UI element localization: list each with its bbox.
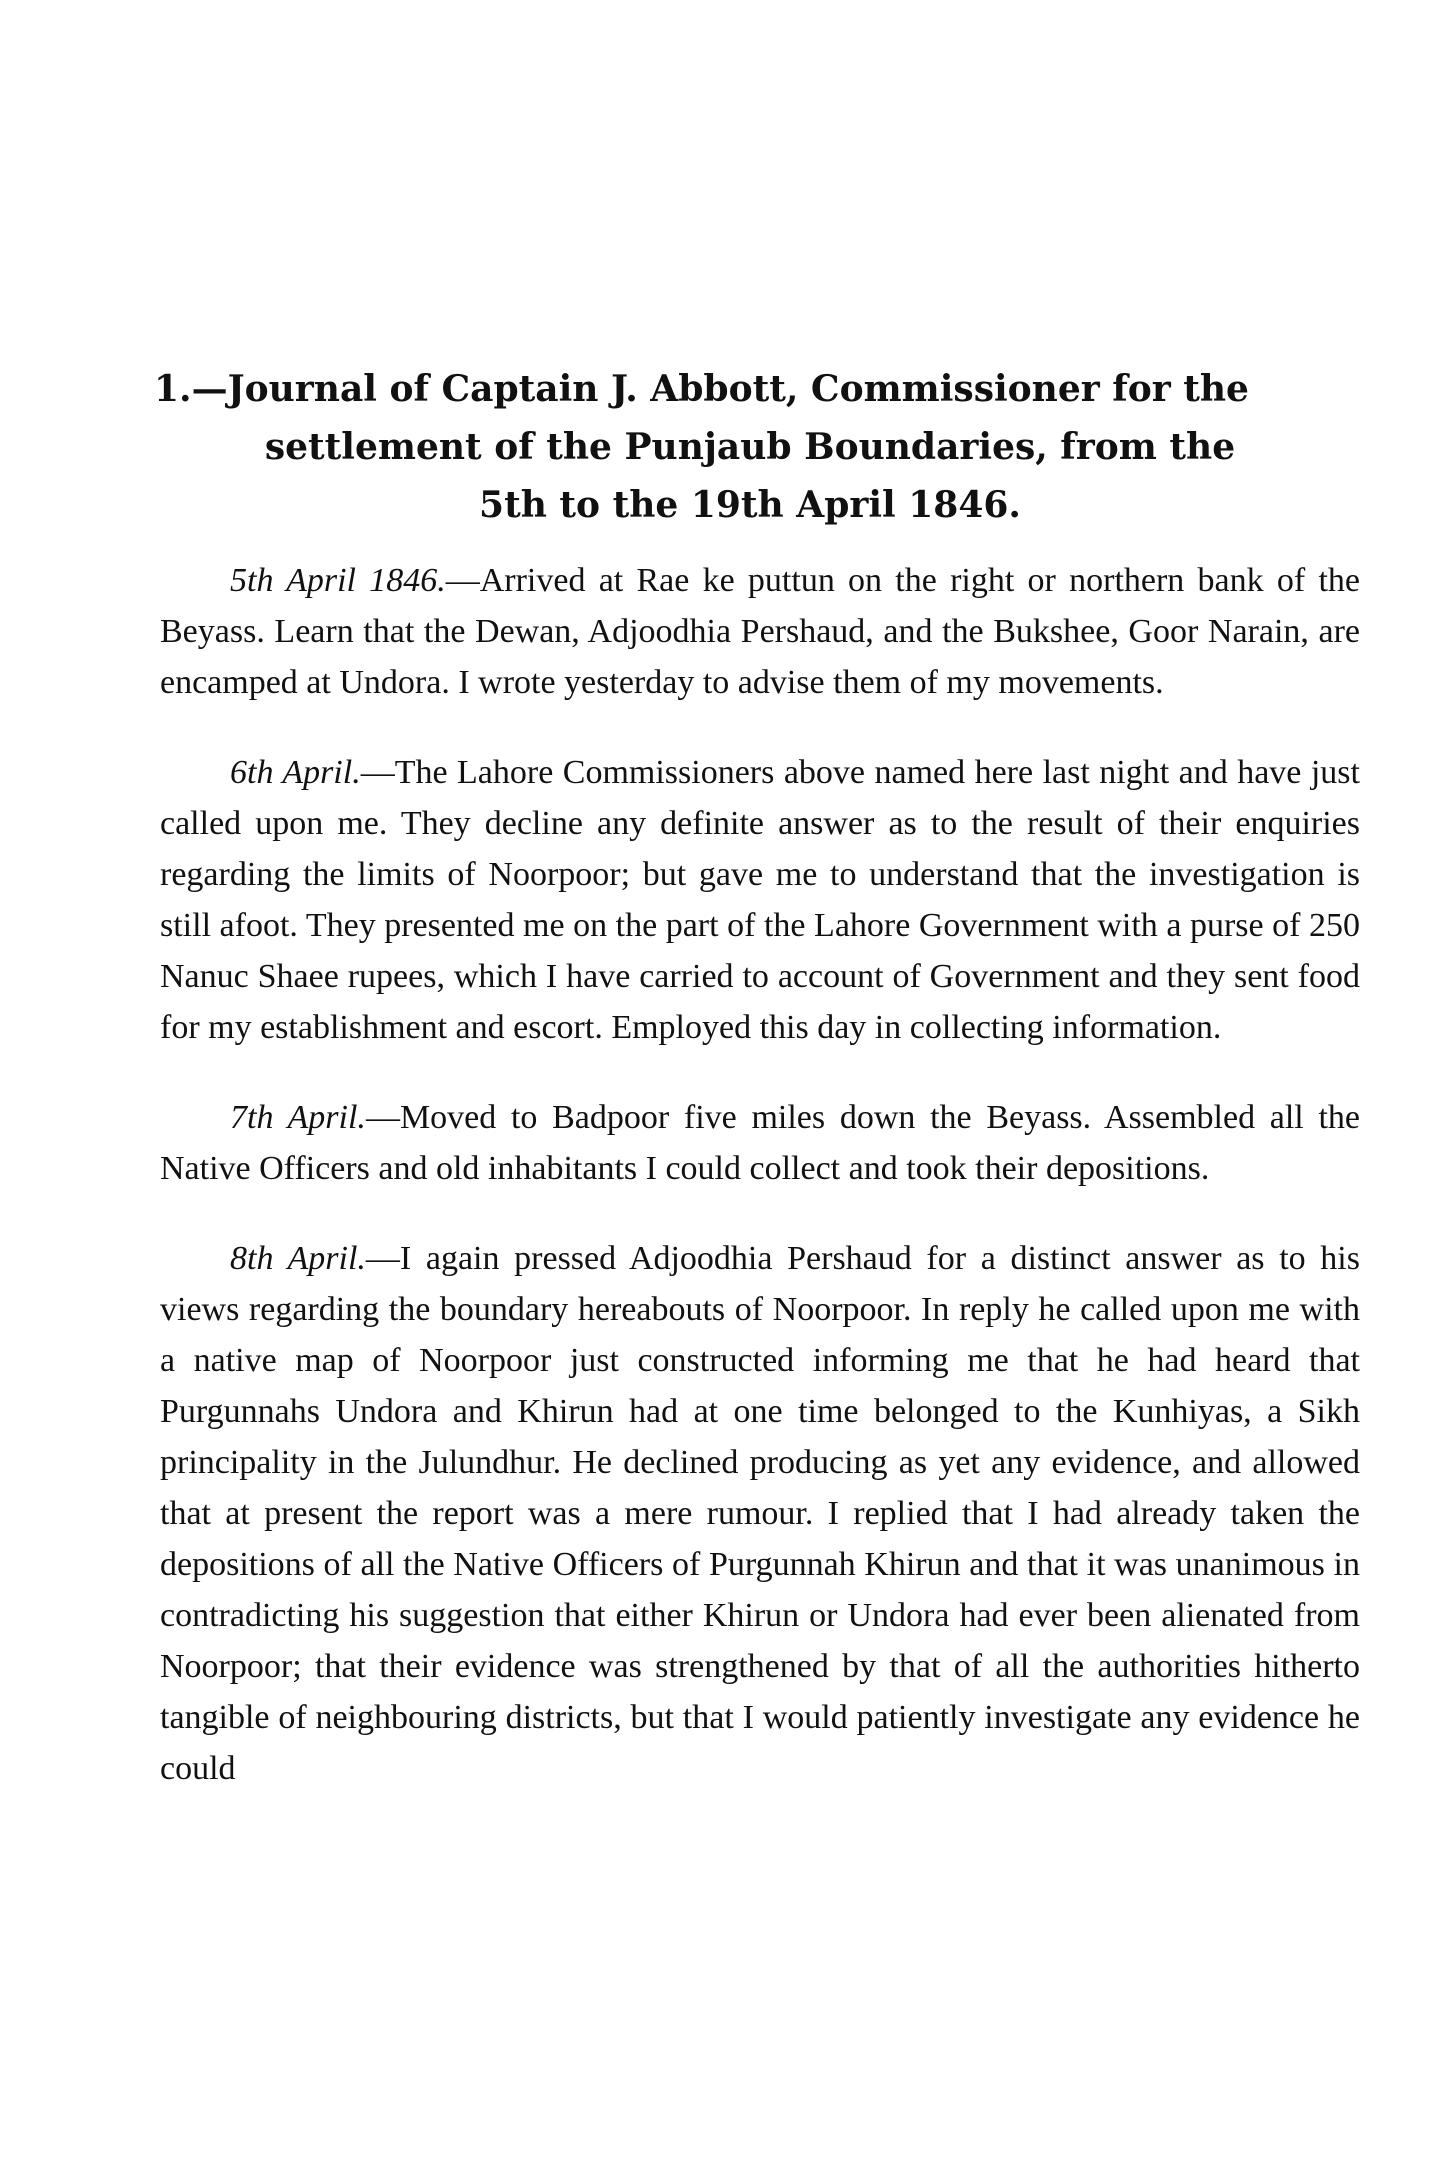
entry-text: —Moved to Badpoor five miles down the Beyass. Assembled all the Native Officers and old inhabitants I could collect and took their depositions.: [160, 1099, 1360, 1187]
entry-text: —I again pressed Adjoodhia Pershaud for a distinct answer as to his views regarding the boundary hereabouts of Noorpoor. In reply he called upon me with a native map of Noorpoor just constructed informing me that he had heard that Purgunnahs Undora and Khirun had at one time belonged to the Kunhiyas, a Sikh principality in the Julundhur. He declined producing as yet any evidence, and allowed that at present the report was a mere rumour. I replied that I had already taken the depositions of all the Native Officers of Purgunnah Khirun and that it was unanimous in contradicting his suggestion that either Khirun or Undora had ever been alienated from Noorpoor; that their evidence was strengthened by that of all the authorities hitherto tangible of neighbouring districts, but that I would patiently investigate any evidence he could: [160, 1240, 1360, 1787]
journal-body: [160, 555, 1360, 1833]
entry-date: 7th April.: [230, 1099, 366, 1136]
entry-date: 6th April.: [230, 754, 361, 791]
heading-line-2: settlement of the Punjaub Boundaries, from the: [264, 426, 1236, 468]
journal-entry-7th-april: [160, 1092, 1360, 1194]
entry-date: 5th April 1846.: [230, 562, 446, 599]
entry-text: —Arrived at Rae ke puttun on the right or northern bank of the Beyass. Learn that the Dewan, Adjoodhia Pershaud, and the Bukshee, Goor Narain, are encamped at Undora. I wrote yesterday to advise them of my movements.: [160, 562, 1360, 701]
document-heading: [150, 360, 1350, 534]
journal-entry-8th-april: [160, 1233, 1360, 1794]
journal-entry-6th-april: [160, 747, 1360, 1053]
entry-date: 8th April.: [230, 1240, 366, 1277]
heading-line-1: 1.—Journal of Captain J. Abbott, Commissioner for the: [154, 368, 1249, 410]
heading-line-3: 5th to the 19th April 1846.: [479, 484, 1021, 526]
entry-text: —The Lahore Commissioners above named here last night and have just called upon me. They decline any definite answer as to the result of their enquiries regarding the limits of Noorpoor; but gave me to understand that the investigation is still afoot. They presented me on the part of the Lahore Government with a purse of 250 Nanuc Shaee rupees, which I have carried to account of Government and they sent food for my establishment and escort. Employed this day in collecting information.: [160, 754, 1360, 1046]
journal-entry-5th-april: [160, 555, 1360, 708]
